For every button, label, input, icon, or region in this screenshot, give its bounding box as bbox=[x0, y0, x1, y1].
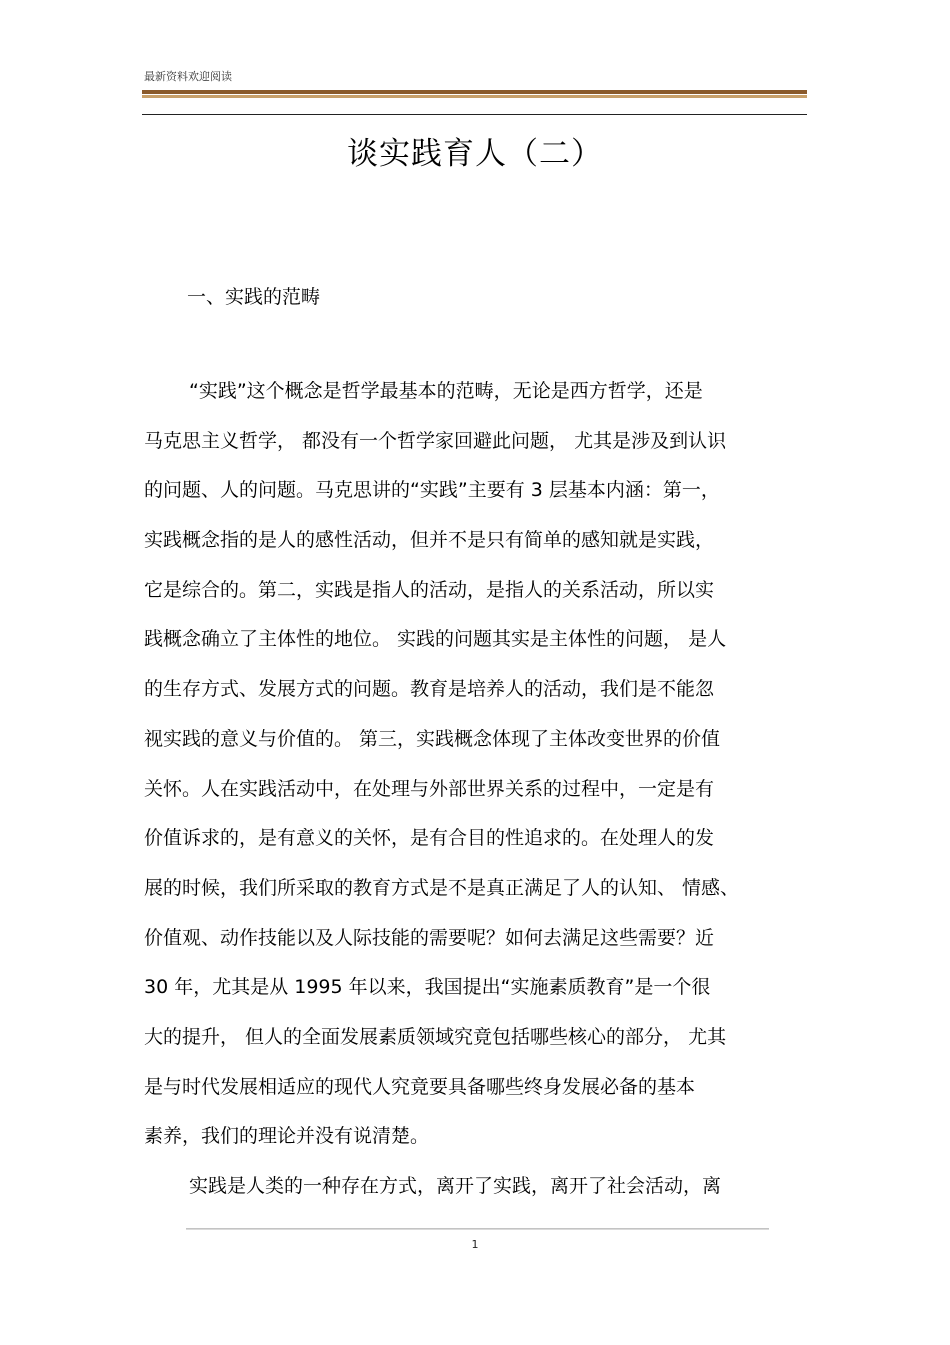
paragraph-line: 30 年，尤其是从 1995 年以来，我国提出“实施素质教育”是一个很 bbox=[144, 976, 711, 999]
page-number: 1 bbox=[471, 1238, 479, 1251]
paragraph-line: 是与时代发展相适应的现代人究竟要具备哪些终身发展必备的基本 bbox=[144, 1075, 696, 1098]
body-text bbox=[144, 376, 814, 1221]
paragraph-line: 的问题、人的问题。马克思讲的“实践”主要有 3 层基本内涵：第一， bbox=[144, 479, 720, 502]
paragraph-line: “实践”这个概念是哲学最基本的范畴，无论是西方哲学，还是 bbox=[189, 380, 703, 402]
paragraph-line: 价值观、动作技能以及人际技能的需要呢？如何去满足这些需要？近 bbox=[144, 926, 715, 949]
paragraph-line: 践概念确立了主体性的地位。 实践的问题其实是主体性的问题， 是人 bbox=[144, 628, 727, 651]
paragraph-line: 实践概念指的是人的感性活动，但并不是只有简单的感知就是实践， bbox=[144, 529, 715, 552]
paragraph-line: 展的时候，我们所采取的教育方式是不是真正满足了人的认知、 情感、 bbox=[144, 876, 740, 899]
paragraph-line: 它是综合的。第二，实践是指人的活动，是指人的关系活动，所以实 bbox=[144, 578, 715, 601]
section-heading: 一、实践的范畴 bbox=[187, 286, 321, 308]
running-header: 最新资料欢迎阅读 bbox=[144, 70, 232, 83]
paragraph-line: 实践是人类的一种存在方式，离开了实践，离开了社会活动，离 bbox=[189, 1175, 722, 1197]
paragraph-line: 素养，我们的理论并没有说清楚。 bbox=[144, 1125, 430, 1148]
paragraph-line: 关怀。人在实践活动中，在处理与外部世界关系的过程中，一定是有 bbox=[144, 777, 715, 800]
paragraph-line: 视实践的意义与价值的。 第三，实践概念体现了主体改变世界的价值 bbox=[144, 727, 721, 750]
header-rule-tan bbox=[142, 95, 807, 98]
footer-rule bbox=[186, 1228, 769, 1230]
paragraph-line: 价值诉求的，是有意义的关怀，是有合目的性追求的。在处理人的发 bbox=[144, 827, 715, 850]
paragraph-line: 马克思主义哲学， 都没有一个哲学家回避此问题， 尤其是涉及到认识 bbox=[144, 429, 727, 452]
paragraph-line: 的生存方式、发展方式的问题。教育是培养人的活动，我们是不能忽 bbox=[144, 678, 715, 701]
paragraph-line: 大的提升， 但人的全面发展素质领域究竟包括哪些核心的部分， 尤其 bbox=[144, 1025, 727, 1048]
document-title: 谈实践育人（二） bbox=[347, 136, 603, 172]
header-rule-brown bbox=[142, 90, 807, 94]
header-rule-thin bbox=[142, 114, 807, 115]
